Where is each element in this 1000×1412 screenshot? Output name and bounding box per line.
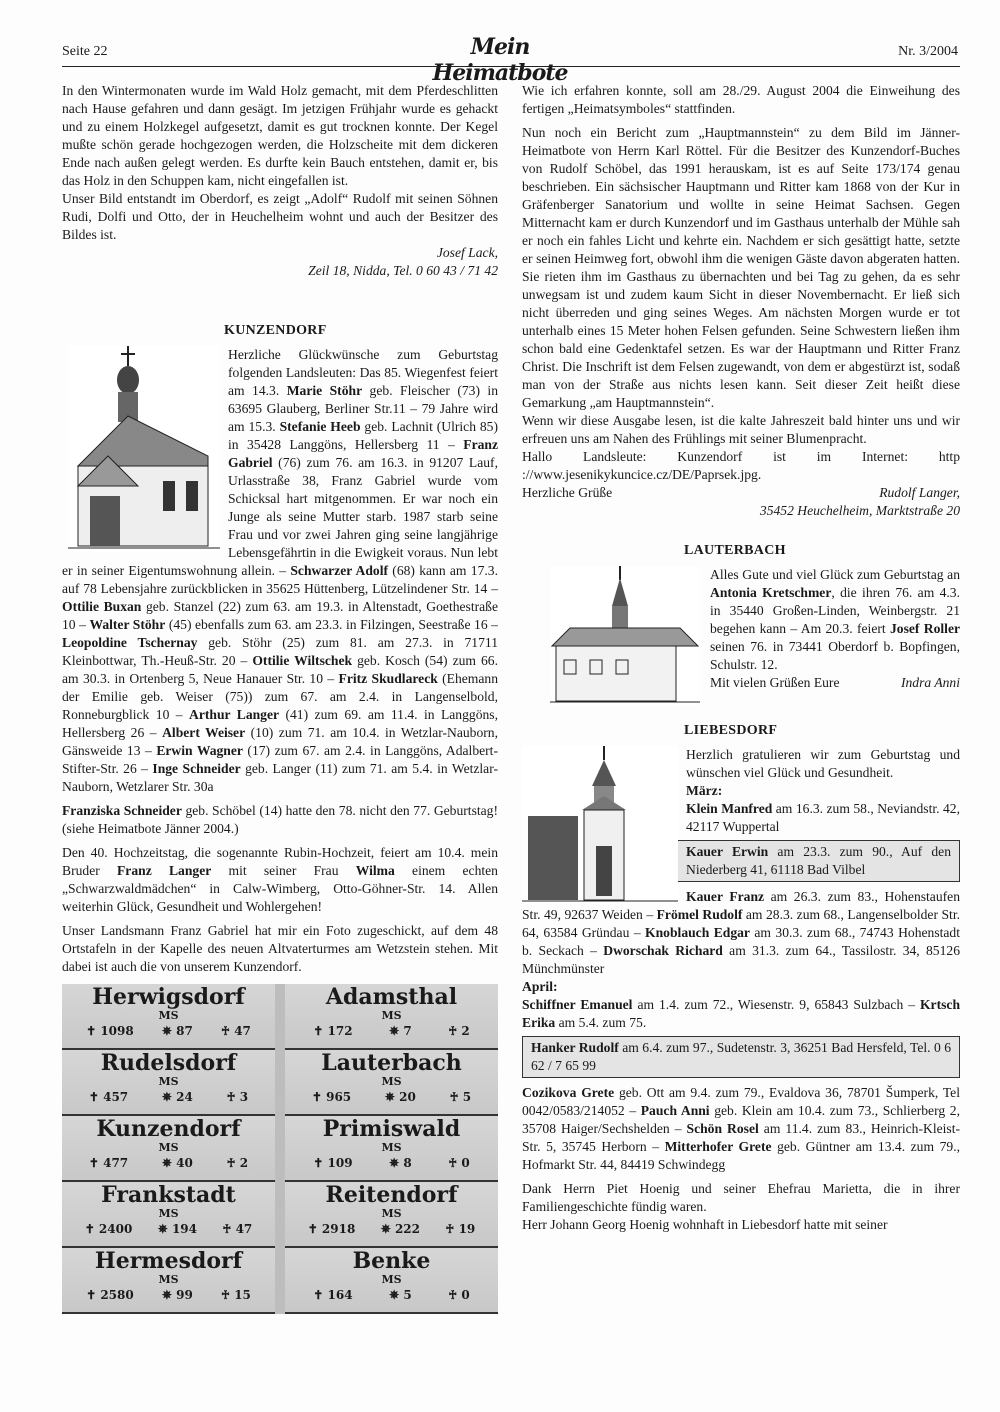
person-name: Josef Roller <box>890 621 961 636</box>
sign-district: MS <box>381 1075 402 1088</box>
text-run: am 28.3. zum 68., Langenselbolder Str. 64, 63584 Gründau – <box>522 907 960 940</box>
paragraph <box>522 124 960 412</box>
text-run: am 31.3. zum 64., Tassilostr. 34, 85126 Münchmünster <box>522 943 960 976</box>
person-name: Krtsch Erika <box>522 997 961 1030</box>
sign-stat-inhabitants: ✝ 477 <box>88 1156 129 1170</box>
text-run: (41) zum 69. am 11.4. in Langgöns, Hellersberg 26 – <box>62 707 498 740</box>
text-run: am 1.4. zum 72., Wiesenstr. 9, 65843 Sulzbach – <box>632 997 920 1012</box>
paragraph <box>62 190 498 244</box>
sign-stat-houses: ✵ 24 <box>161 1090 193 1104</box>
text-run: geb. Stanzel (22) zum 63. am 19.3. in Altenstadt, Goethestraße 10 – <box>62 599 499 632</box>
sign-district: MS <box>158 1273 179 1286</box>
sign-stat-inhabitants: ✝ 109 <box>313 1156 353 1170</box>
text-run: Hallo Landsleute: Kunzendorf ist im Internet: http ://www.jesenikykuncice.cz/DE/Paprsek.jpg. <box>522 449 960 482</box>
person-name: Leopoldine Tschernay <box>62 635 198 650</box>
place-sign <box>285 1248 498 1314</box>
place-sign <box>62 1050 275 1116</box>
sign-stat-inhabitants: ✝ 2580 <box>86 1288 134 1302</box>
text-run: einem echten „Schwarzwaldmädchen“ in Calw-Wimberg, Otto-Göhner-Str. 14. Allen weiterhin Glück, Gesundheit und Wohlergehen! <box>62 863 498 914</box>
author-signature: Josef Lack, <box>436 245 498 260</box>
paragraph <box>62 82 498 190</box>
text-run: Herzliche Glückwünsche zum Geburtstag folgenden Landsleuten: Das 85. Wiegenfest feiert am 14.3. <box>228 347 498 398</box>
text-run: In den Wintermonaten wurde im Wald Holz gemacht, mit dem Pferdeschlitten nach Hause gefahren und dann gesägt. Im jetzigen Frühjahr wurde es gehackt und zu einem Holzkegel aufgesetzt, damit es gut trocknen konnte. Der Kegel mußte schön gerade hochgezogen werden, die Holzscheite mit dem dickeren Ende nach außen gelegt werden. Es durfte kein Bauch entstehen, damit er, bis das Holz in den Schuppen kam, nicht eingefallen ist. <box>62 83 498 188</box>
sign-place-name: Adamsthal <box>325 984 458 1010</box>
place-sign <box>62 1182 275 1248</box>
text-run: geb. Kosch (54) zum 66. am 30.3. in Ortenberg 5, Neue Hanauer Str. 10 – <box>62 653 498 686</box>
text-run: (45) ebenfalls zum 63. am 23.3. in Filzingen, Seestraße 16 – <box>165 617 498 632</box>
text-run: geb. Lachnit (Ulrich 85) in 35428 Langgöns, Hellersberg 11 – <box>228 419 499 452</box>
author-signature: Indra Anni <box>900 675 960 690</box>
text-run: Den 40. Hochzeitstag, die sogenannte Rubin-Hochzeit, feiert am 10.4. mein Bruder <box>62 845 498 878</box>
text-run: Dank Herrn Piet Hoenig und seiner Ehefrau Marietta, die in ihrer Familiengeschichte fündig waren. <box>522 1181 960 1214</box>
sign-stat-houses: ✵ 194 <box>157 1222 198 1236</box>
person-name: Marie Stöhr <box>286 383 363 398</box>
sign-place-name: Lauterbach <box>321 1050 462 1076</box>
person-name: Dworschak Richard <box>603 943 723 958</box>
place-sign <box>62 1116 275 1182</box>
birthday-entry <box>522 996 960 1032</box>
text-run: Nun noch ein Bericht zum „Hauptmannstein“ zu dem Bild im Jänner-Heimatbote von Herrn Karl Röttel. Für die Besitzer des Kunzendorf-Buches von Rudolf Schöbel, das 1991 herauskam, ist es auf Seite 173/174 genau beschrieben. Ein sächsischer Hauptmann und Ritter kam 1868 von der Kur in Gräfenberger Sanatorium und wollte in seine Heimat Sachsen. Gegen Mitternacht kam er durch Kunzendorf und im Gasthaus unterhalb der Mühle sah er noch ein fahles Licht und kehrte ein. Nachdem er sich gesättigt hatte, setzte er seinen Heimweg fort, obwohl ihm die wenigen Gäste davon abgeraten hatten. Sie rieten ihm im Gasthaus zu übernachten und bei Tag zu gehen, da es sehr unwegsam ist und zudem kaum Sicht in dieser Novembernacht. Er ließ sich nicht überreden und ging seines Weges. Am nächsten Morgen wurde er tot unterhalb eines 15 Meter hohen Felsen gefunden. Seine Schwestern ließen ihm schon bald eine Gedenktafel setzen. Es war der Hauptmann und Ritter Franz Christ. Die Inschrift ist dem Felsen zugewandt, von dem er abgestürzt ist, sodaß man von der Straße aus nichts lesen kann. Seit dieser Zeit heißt diese Gemarkung „am Hauptmannstein“. <box>522 125 960 410</box>
place-sign <box>285 984 498 1050</box>
paragraph <box>62 844 498 916</box>
person-name: Stefanie Heeb <box>279 419 361 434</box>
sign-district: MS <box>381 1141 402 1154</box>
sign-place-name: Hermesdorf <box>94 1248 243 1274</box>
paragraph <box>522 1180 960 1216</box>
text-run: Herr Johann Georg Hoenig wohnhaft in Liebesdorf hatte mit seiner <box>522 1217 888 1232</box>
sign-stat-inhabitants: ✝ 164 <box>313 1288 353 1302</box>
month-label-april: April: <box>522 979 558 994</box>
section-heading-liebesdorf: LIEBESDORF <box>684 723 778 738</box>
author-address: 35452 Heuchelheim, Marktstraße 20 <box>759 503 960 518</box>
place-signs-photo <box>62 984 498 1314</box>
text-run: Unser Bild entstandt im Oberdorf, es zeigt „Adolf“ Rudolf mit seinen Söhnen Rudi, Dolfi und Otto, der in Heuchelheim wohnt und auch der Besitzer des Bildes ist. <box>62 191 498 242</box>
month-label-march: März: <box>686 783 723 798</box>
author-address: Zeil 18, Nidda, Tel. 0 60 43 / 71 42 <box>308 263 498 278</box>
sign-stat-fallen: ♰ 2 <box>226 1156 249 1170</box>
person-name: Mitterhofer Grete <box>664 1139 772 1154</box>
sign-stat-houses: ✵ 99 <box>161 1288 193 1302</box>
sign-stat-inhabitants: ✝ 172 <box>313 1024 353 1038</box>
text-run: (10) zum 71. am 10.4. in Wetzlar-Nauborn, Gänsweide 13 – <box>62 725 498 758</box>
sign-column <box>285 984 498 1314</box>
sign-district: MS <box>158 1141 179 1154</box>
text-run: seinen 76. in 73441 Oberdorf b. Bopfingen, Schulstr. 12. <box>710 639 960 672</box>
person-name: Inge Schneider <box>152 761 241 776</box>
chapel-illustration-lauterbach <box>550 566 700 706</box>
text-run: (Ehemann der Emilie geb. Weiser (75)) zum 67. am 2.4. in Langenselbold, Ronneburgblick 10 – <box>62 671 499 722</box>
issue-number: Nr. 3/2004 <box>898 44 958 59</box>
sign-stat-fallen: ♰ 47 <box>222 1222 253 1236</box>
text-run: Unser Landsmann Franz Gabriel hat mir ein Foto zugeschickt, auf dem 48 Ortstafeln in der Kapelle des neuen Altvaterturmes am Wetzstein stehen. Mit dabei ist auch die von unserem Kunzendorf. <box>62 923 498 974</box>
place-sign <box>285 1116 498 1182</box>
text-run: am 23.3. zum 90., Auf den Niederberg 41, 61118 Bad Vilbel <box>686 844 952 877</box>
person-name: Walter Stöhr <box>89 617 166 632</box>
text-run: am 16.3. zum 58., Neviandstr. 42, 42117 Wuppertal <box>686 801 961 834</box>
text-run: mit seiner Frau <box>211 863 356 878</box>
sign-stat-fallen: ♰ 15 <box>221 1288 251 1302</box>
sign-stat-houses: ✵ 20 <box>384 1090 416 1104</box>
person-name: Schiffner Emanuel <box>522 997 633 1012</box>
sign-stat-fallen: ♰ 0 <box>448 1288 470 1302</box>
author-signature: Rudolf Langer, <box>879 485 960 500</box>
sign-stat-inhabitants: ✝ 2918 <box>307 1222 356 1236</box>
place-sign <box>285 1182 498 1248</box>
sign-district: MS <box>158 1207 179 1220</box>
paragraph <box>522 448 960 484</box>
paragraph <box>62 922 498 976</box>
chapel-illustration-liebesdorf <box>522 746 678 904</box>
paragraph <box>522 1216 960 1234</box>
text-run: geb. Stöhr (25) zum 81. am 27.3. in 71711 Kleinbottwar, Th.-Heuß-Str. 20 – <box>62 635 498 668</box>
sign-place-name: Benke <box>352 1248 431 1274</box>
text-run: Wenn wir diese Ausgabe lesen, ist die kalte Jahreszeit bald hinter uns und wir erfreuen uns am Nahen des Frühlings mit seiner Blumenpracht. <box>522 413 960 446</box>
sign-place-name: Frankstadt <box>101 1182 236 1208</box>
highlight-box <box>522 1036 960 1078</box>
text-run: Herzlich gratulieren wir zum Geburtstag und wünschen viel Glück und Gesundheit. <box>686 747 960 780</box>
person-name: Erwin Wagner <box>156 743 243 758</box>
sign-stat-fallen: ♰ 2 <box>448 1024 470 1038</box>
person-name: Frömel Rudolf <box>656 907 743 922</box>
sign-stat-inhabitants: ✝ 1098 <box>86 1024 134 1038</box>
header-rule <box>62 66 960 67</box>
place-sign <box>62 1248 275 1314</box>
church-illustration <box>68 346 220 552</box>
sign-place-name: Herwigsdorf <box>92 984 245 1010</box>
person-name: Arthur Langer <box>189 707 280 722</box>
person-name: Knoblauch Edgar <box>645 925 750 940</box>
person-name: Antonia Kretschmer <box>710 585 832 600</box>
text-run: am 30.3. zum 68., 74743 Hohenstadt b. Seckach – <box>522 925 960 958</box>
text-run: geb. Klein am 10.4. zum 73., Schlierberg 2, 35708 Haiger/Sechshelden – <box>522 1103 960 1136</box>
left-column <box>62 82 498 1314</box>
text-run: am 26.3. zum 83., Hohenstaufen Str. 49, 92637 Weiden – <box>522 889 960 922</box>
text-run: geb. Schöbel (14) hatte den 78. nicht den 77. Geburtstag! (siehe Heimatbote Jänner 2004.) <box>62 803 498 836</box>
sign-stat-fallen: ♰ 0 <box>448 1156 470 1170</box>
section-heading-kunzendorf: KUNZENDORF <box>224 323 327 338</box>
text-run: , die ihren 76. am 4.3. in 35440 Großen-Linden, Weinbergstr. 21 begehen kann – Am 20.3. feiert <box>710 585 960 636</box>
person-name: Schön Rosel <box>686 1121 759 1136</box>
person-name: Cozikova Grete <box>522 1085 615 1100</box>
sign-district: MS <box>381 1009 402 1022</box>
text-run: am 5.4. zum 75. <box>555 1015 647 1030</box>
text-run: geb. Langer (11) zum 71. am 5.4. in Wetzlar-Nauborn, Wetzlarer Str. 30a <box>62 761 499 794</box>
sign-stat-fallen: ♰ 3 <box>226 1090 249 1104</box>
person-name: Franziska Schneider <box>62 803 182 818</box>
sign-stat-fallen: ♰ 47 <box>221 1024 251 1038</box>
person-name: Kauer Erwin <box>686 844 769 859</box>
sign-stat-houses: ✵ 40 <box>161 1156 193 1170</box>
text-run: (76) zum 76. am 16.3. in 91207 Lauf, Urlasstraße 38, Franz Gabriel wurde vom Schicksal hart mitgenommen. Er war noch ein Junge als seine Mutter starb. 1987 starb seine Frau und vor zwei Jahren ging seine langjährige Lebensgefährtin in die Ewigkeit voraus. Nun lebt er in seiner Eigentumswohnung allein. – <box>62 455 498 578</box>
person-name: Franz Gabriel <box>228 437 498 470</box>
person-name: Ottilie Wiltschek <box>252 653 353 668</box>
text-run: am 11.4. zum 83., Heinrich-Kleist-Str. 5, 35745 Herborn – <box>522 1121 961 1154</box>
sign-place-name: Kunzendorf <box>96 1116 241 1142</box>
place-sign <box>285 1050 498 1116</box>
paragraph <box>522 82 960 118</box>
person-name: Ottilie Buxan <box>62 599 142 614</box>
sign-stat-fallen: ♰ 19 <box>445 1222 476 1236</box>
sign-place-name: Reitendorf <box>325 1182 458 1208</box>
person-name: Albert Weiser <box>162 725 246 740</box>
page-number: Seite 22 <box>62 44 108 59</box>
sign-stat-inhabitants: ✝ 965 <box>311 1090 352 1104</box>
text-run: Alles Gute und viel Glück zum Geburtstag an <box>710 567 960 582</box>
masthead-logo: Mein Heimatbote <box>432 34 568 86</box>
greeting: Herzliche Grüße <box>522 485 613 500</box>
sign-stat-inhabitants: ✝ 2400 <box>84 1222 133 1236</box>
person-name: Pauch Anni <box>640 1103 710 1118</box>
closing: Mit vielen Grüßen Eure <box>710 675 840 690</box>
paragraph <box>62 802 498 838</box>
text-run: (17) zum 67. am 2.4. in Langgöns, Adalbert-Stifter-Str. 26 – <box>62 743 498 776</box>
sign-stat-houses: ✵ 7 <box>389 1024 412 1038</box>
sign-district: MS <box>158 1009 179 1022</box>
sign-stat-houses: ✵ 5 <box>389 1288 412 1302</box>
birthday-entry <box>522 1084 960 1174</box>
right-column <box>522 82 960 1234</box>
person-name: Klein Manfred <box>686 801 773 816</box>
text-run: geb. Güntner am 13.4. zum 79., Hofmarkt Str. 44, 84419 Schwindegg <box>522 1139 960 1172</box>
place-sign <box>62 984 275 1050</box>
person-name: Kauer Franz <box>686 889 765 904</box>
sign-place-name: Rudelsdorf <box>100 1050 237 1076</box>
section-heading-lauterbach: LAUTERBACH <box>684 543 786 558</box>
person-name: Wilma <box>355 863 395 878</box>
text-run: Wie ich erfahren konnte, soll am 28./29. August 2004 die Einweihung des fertigen „Heimatsymboles“ stattfinden. <box>522 83 960 116</box>
paragraph <box>522 412 960 448</box>
sign-stat-houses: ✵ 8 <box>389 1156 412 1170</box>
person-name: Hanker Rudolf <box>531 1040 619 1055</box>
text-run: geb. Fleischer (73) in 63695 Glauberg, Berliner Str.11 – 79 Jahre wird am 15.3. <box>228 383 498 434</box>
sign-stat-inhabitants: ✝ 457 <box>88 1090 129 1104</box>
sign-district: MS <box>158 1075 179 1088</box>
sign-district: MS <box>381 1273 402 1286</box>
sign-stat-houses: ✵ 222 <box>380 1222 421 1236</box>
text-run: am 6.4. zum 97., Sudetenstr. 3, 36251 Bad Hersfeld, Tel. 0 6 62 / 7 65 99 <box>531 1040 951 1073</box>
text-run: (68) kann am 17.3. auf 78 Lebensjahre zurückblicken in 35625 Hüttenberg, Lützelindener Str. 14 – <box>62 563 498 596</box>
sign-stat-houses: ✵ 87 <box>161 1024 193 1038</box>
sign-stat-fallen: ♰ 5 <box>449 1090 472 1104</box>
sign-place-name: Primiswald <box>322 1116 461 1142</box>
sign-district: MS <box>381 1207 402 1220</box>
person-name: Fritz Skudlareck <box>338 671 438 686</box>
text-run: geb. Ott am 9.4. zum 79., Evaldova 36, 78701 Šumperk, Tel 0042/0583/214052 – <box>522 1085 960 1118</box>
sign-column <box>62 984 275 1314</box>
person-name: Schwarzer Adolf <box>290 563 389 578</box>
person-name: Franz Langer <box>117 863 212 878</box>
